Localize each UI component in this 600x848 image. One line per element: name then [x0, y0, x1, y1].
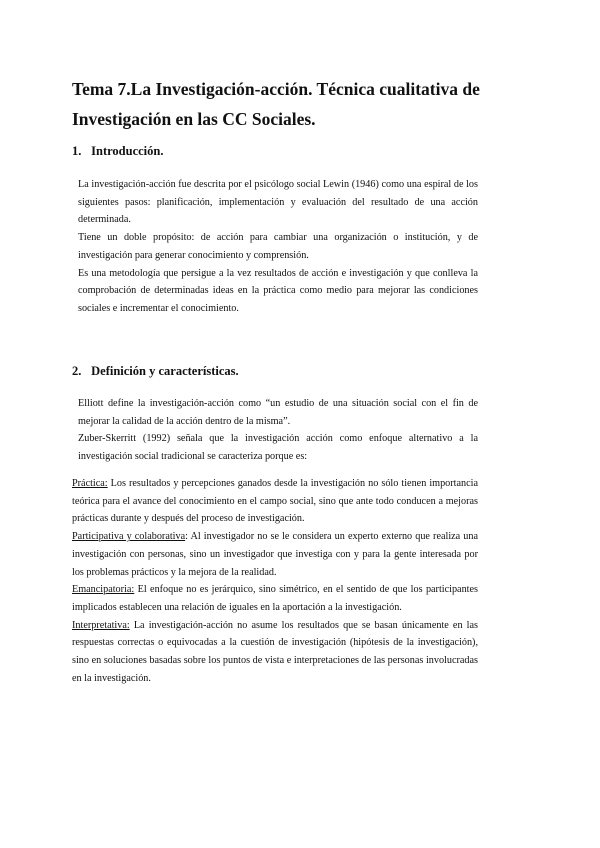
characteristic-term: Emancipatoria:: [72, 584, 135, 596]
characteristic-term: Participativa y colaborativa: [72, 531, 186, 543]
section-heading-introduccion: [72, 143, 163, 159]
characteristic-term: Interpretativa:: [72, 619, 130, 631]
paragraph: Es una metodología que persigue a la vez resultados de acción e investigación y que conlleva la comprobación de determinadas ideas en la práctica como medio para mejorar las condiciones sociales e incrementar el conocimiento.: [78, 267, 478, 314]
paragraph: Tiene un doble propósito: de acción para cambiar una organización o institución, y de investigación para generar conocimiento y comprensión.: [78, 232, 478, 261]
section-heading-text: Definición y características.: [91, 364, 239, 378]
definicion-body: [78, 395, 478, 466]
characteristic-text: : Al investigador no se le considera un experto externo que realiza una investigación con personas, sino un investigador que investiga con y para la gente interesada por los problemas prácticos y la mejora de la realidad.: [72, 531, 478, 578]
document-title: Tema 7.La Investigación-acción. Técnica cualitativa de Investigación en las CC Sociales.: [72, 79, 480, 129]
characteristic-item: [72, 617, 478, 688]
characteristic-item: [72, 581, 478, 616]
characteristic-text: La investigación-acción no asume los resultados que se basan únicamente en las respuestas correctas o equivocadas a la cuestión de investigación (hipótesis de la investigación), sino en soluciones basadas sobre los puntos de vista e interpretaciones de las personas involucradas en la investigación.: [72, 619, 478, 684]
characteristic-term: Práctica:: [72, 478, 108, 489]
section-number: 1.: [72, 144, 82, 158]
introduccion-body: [78, 176, 478, 318]
characteristic-text: Los resultados y percepciones ganados desde la investigación no sólo tienen importancia teórica para el avance del conocimiento en el campo social, sino que ante todo conducen a mejoras prácticas durante y después del proceso de investigación.: [72, 478, 478, 525]
characteristic-item: [72, 475, 478, 528]
paragraph: Elliott define la investigación-acción como “un estudio de una situación social con el fin de mejorar la calidad de la acción dentro de la misma”.: [78, 398, 478, 427]
characteristics-list: [72, 475, 478, 687]
paragraph: Zuber-Skerritt (1992) señala que la investigación acción como enfoque alternativo a la investigación social tradicional se caracteriza porque es:: [78, 433, 478, 463]
characteristic-text: El enfoque no es jerárquico, sino simétrico, en el sentido de que los participantes implicados establecen una relación de iguales en la aportación a la investigación.: [72, 584, 478, 613]
section-heading-definicion: [72, 363, 239, 379]
paragraph: La investigación-acción fue descrita por el psicólogo social Lewin (1946) como una espiral de los siguientes pasos: planificación, implementación y evaluación del resultado de una acción determinada.: [78, 179, 478, 226]
section-heading-text: Introducción.: [91, 144, 164, 158]
section-number: 2.: [72, 364, 82, 378]
characteristic-item: [72, 528, 478, 581]
